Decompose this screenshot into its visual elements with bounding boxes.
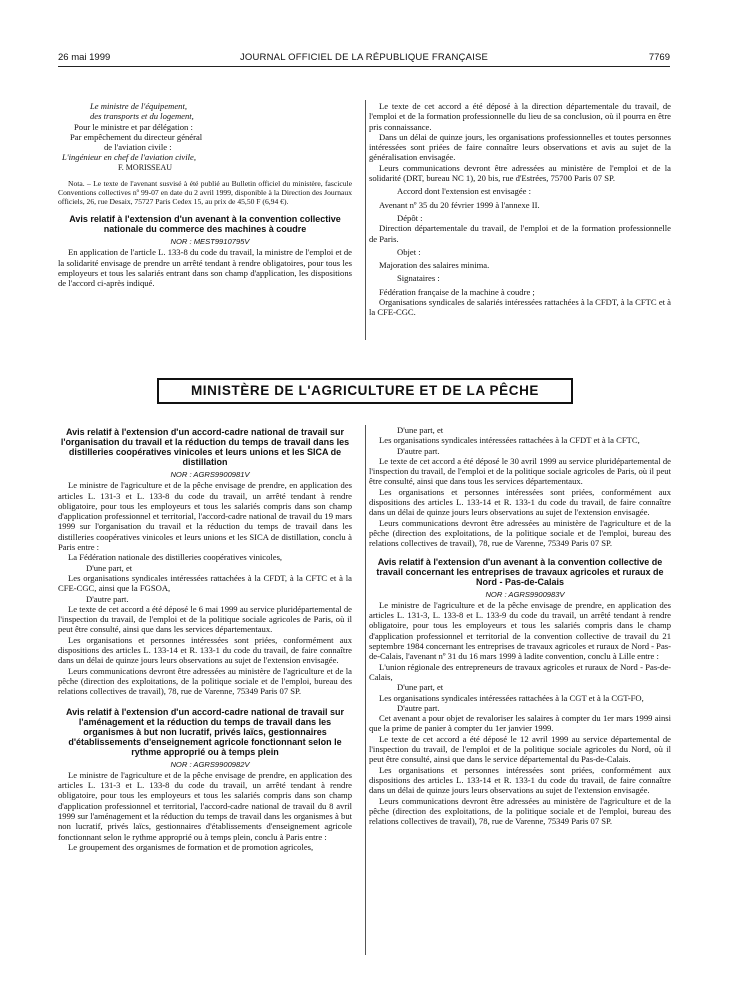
paragraph: Le texte de cet accord a été déposé à la direction départementale du travail, de l'emploi et de la formation professionnelle du lieu de sa conclusion, où il pourra en être pris connaissance. bbox=[369, 101, 671, 132]
paragraph: Les organisations syndicales intéressées rattachées à la CGT et à la CGT-FO, bbox=[379, 692, 644, 703]
nor-reference bbox=[58, 237, 352, 247]
signature-line: Par empêchement du directeur général bbox=[70, 131, 203, 142]
header-journal-title: JOURNAL OFFICIEL DE LA RÉPUBLIQUE FRANÇAISE bbox=[239, 52, 489, 63]
paragraph: Direction départementale du travail, de l'emploi et de la formation professionnelle de Paris. bbox=[369, 223, 671, 244]
paragraph: Le texte de cet accord a été déposé le 30 avril 1999 au service pluridépartemental de l'inspection du travail, de l'emploi et de la politique sociale agricoles de Paris, où il peut être consulté, ainsi que dans tous les services départementaux. bbox=[369, 455, 671, 487]
paragraph: Le ministre de l'agriculture et de la pêche envisage de prendre, en application des articles L. 131-3 et L. 133-8 du code du travail, un arrêté tendant à rendre obligatoire, pour tous les employeurs et tous les salariés compris dans son champ d'application professionnel et territorial, l'accord-cadre national de travail du 19 mars 1999 sur l'organisation du travail et la réduction du temps de travail dans les distilleries coopératives vinicoles et leurs unions et les SICA de distillation, conclu à Paris entre : bbox=[58, 480, 352, 553]
signature-line: L'ingénieur en chef de l'aviation civile, bbox=[62, 152, 196, 163]
paragraph: Les organisations et personnes intéressées sont priées, conformément aux dispositions des articles L. 133-14 et R. 133-1 du code du travail, de faire connaître dans un délai de quinze jours leurs observations au sujet de l'extension envisagée. bbox=[369, 764, 671, 796]
header-rule bbox=[58, 66, 670, 67]
paragraph: D'autre part. bbox=[86, 593, 129, 604]
column-divider-top bbox=[365, 100, 366, 340]
paragraph: Dans un délai de quinze jours, les organisations professionnelles et toutes personnes intéressées sont priées de faire connaître leurs observations et avis au sujet de la généralisation envisagée. bbox=[369, 131, 671, 163]
paragraph: D'autre part. bbox=[397, 445, 440, 456]
signature-name: F. MORISSEAU bbox=[118, 162, 173, 172]
notice-title: Avis relatif à l'extension d'un accord-cadre national de travail sur l'aménagement et la réduction du temps de travail dans les organismes à but non lucratif, privés laïcs, gestionnaires d'établissements d'enseignement agricole fonctionnant selon le rythme approprié ou à temps plein bbox=[65, 706, 345, 757]
paragraph: Le ministre de l'agriculture et de la pêche envisage de prendre, en application des articles L. 131-3, L. 133-8 et L. 133-9 du code du travail, un arrêté tendant à rendre obligatoire, pour tous les employeurs et tous les salariés compris dans le champ d'application professionnel et territorial de la convention collective de travail du 21 septembre 1984 concernant les entreprises de travaux agricoles et ruraux de Nord - Pas-de-Calais, l'avenant nº 31 du 16 mars 1999 à ladite convention, conclu à Lille entre : bbox=[369, 599, 671, 662]
paragraph: Organisations syndicales de salariés intéressées rattachées à la CFDT, à la CFTC et à la CFE-CGC. bbox=[369, 297, 671, 318]
paragraph: L'union régionale des entrepreneurs de travaux agricoles et ruraux de Nord - Pas-de-Calais, bbox=[369, 661, 671, 682]
header-date: 26 mai 1999 bbox=[58, 52, 111, 63]
signature-block bbox=[62, 101, 352, 173]
paragraph: Le texte de cet accord a été déposé le 6 mai 1999 au service pluridépartemental de l'inspection du travail, de l'emploi et de la politique sociale agricoles de Paris, où il peut être consulté, ainsi que dans les services départementaux. bbox=[58, 603, 352, 635]
paragraph: Le ministre de l'agriculture et de la pêche envisage de prendre, en application des articles L. 131-3 et L. 133-8 du code du travail, un arrêté tendant à rendre obligatoire, pour tous les employeurs et tous les salariés compris dans son champ d'application professionnel et territorial, l'accord-cadre national de travail du 8 avril 1999 sur l'aménagement et la réduction du temps de travail dans les organismes à but non lucratif, privés laïcs, gestionnaires d'établissements d'enseignement agricole fonctionnant selon le rythme approprié ou à temps plein, conclu à Paris entre : bbox=[58, 769, 352, 842]
nor-reference bbox=[58, 470, 352, 480]
column-divider-bottom bbox=[365, 425, 366, 955]
notice-title: Avis relatif à l'extension d'un accord-cadre national de travail sur l'organisation du travail et la réduction du temps de travail dans les distilleries coopératives vinicoles et leurs unions et les SICA de distillation bbox=[60, 427, 350, 467]
paragraph: En application de l'article L. 133-8 du code du travail, la ministre de l'emploi et de la solidarité envisage de prendre un arrêté tendant à rendre obligatoires, pour tous les employeurs et tous les salariés entrant dans son champ d'application, les dispositions de l'accord ci-après indiqué. bbox=[58, 247, 352, 289]
signature-line: de l'aviation civile : bbox=[104, 142, 172, 153]
section-label: Accord dont l'extension est envisagée : bbox=[397, 186, 531, 197]
nor-code: NOR : AGRS9900983V bbox=[485, 589, 565, 599]
nor-reference bbox=[369, 590, 671, 600]
section-label: Signataires : bbox=[397, 273, 440, 284]
signature-line: Le ministre de l'équipement, bbox=[90, 101, 187, 111]
signature-line: Pour le ministre et par délégation : bbox=[74, 121, 193, 132]
paragraph: Les organisations syndicales intéressées rattachées à la CFDT et à la CFTC, bbox=[379, 435, 640, 446]
nor-code: NOR : AGRS9900981V bbox=[170, 470, 250, 479]
notice-title: Avis relatif à l'extension d'un avenant à la convention collective de travail concernant les entreprises de travaux agricoles et ruraux de Nord - Pas-de-Calais bbox=[376, 556, 664, 587]
paragraph: Le groupement des organismes de formation et de promotion agricoles, bbox=[68, 841, 314, 852]
paragraph: Cet avenant a pour objet de revaloriser les salaires à compter du 1er mars 1999 ainsi que la prime de panier à compter du 1er janvier 1999. bbox=[369, 713, 671, 734]
nor-code: NOR : AGRS9900982V bbox=[170, 759, 250, 769]
paragraph: Leurs communications devront être adressées au ministère de l'agriculture et de la pêche (direction des exploitations, de la politique sociale et de l'emploi, bureau des relations collectives de travail), 78, rue de Varenne, 75349 Paris 07 SP. bbox=[369, 517, 671, 549]
paragraph: D'une part, et bbox=[397, 682, 444, 693]
nota-paragraph: Nota. – Le texte de l'avenant susvisé à été publié au Bulletin officiel du ministère, fascicule Conventions collectives nº 99-07 en date du 2 avril 1999, disponible à la Direction des Journaux officiels, 26, rue Desaix, 75727 Paris Cedex 15, au prix de 45,50 F (6,94 €). bbox=[58, 179, 352, 207]
header-page-number: 7769 bbox=[648, 52, 670, 63]
top-right-column bbox=[369, 101, 671, 318]
paragraph: Majoration des salaires minima. bbox=[379, 260, 490, 271]
bottom-right-column bbox=[369, 425, 671, 826]
bottom-left-column bbox=[58, 425, 352, 852]
paragraph: Les organisations et personnes intéressées sont priées, conformément aux dispositions des articles L. 133-14 et R. 133-1 du code du travail, de faire connaître dans un délai de quinze jours leurs observations au sujet de l'extension envisagée. bbox=[58, 634, 352, 666]
paragraph: Avenant nº 35 du 20 février 1999 à l'annexe II. bbox=[379, 199, 540, 210]
section-label: Dépôt : bbox=[397, 212, 423, 223]
paragraph: Fédération française de la machine à coudre ; bbox=[379, 286, 535, 297]
notice-title: Avis relatif à l'extension d'un avenant à la convention collective nationale du commerce des machines à coudre bbox=[69, 214, 341, 235]
nor-code: NOR : MESТ9910795V bbox=[170, 237, 250, 247]
paragraph: D'une part, et bbox=[86, 562, 133, 573]
signature-line: des transports et du logement, bbox=[90, 111, 194, 122]
paragraph: Les organisations syndicales intéressées rattachées à la CFDT, à la CFTC et à la CFE-CGC, ainsi que la FGSOA, bbox=[58, 572, 352, 594]
paragraph: Leurs communications devront être adressées au ministère de l'agriculture et de la pêche (direction des exploitations, de la politique sociale et de l'emploi, bureau des relations collectives de travail), 78, rue de Varenne, 75349 Paris 07 SP. bbox=[369, 795, 671, 827]
paragraph: Leurs communications devront être adressées au ministère de l'emploi et de la solidarité (DRT, bureau NC 1), 20 bis, rue d'Estrées, 75700 Paris 07 SP. bbox=[369, 162, 671, 184]
paragraph: Les organisations et personnes intéressées sont priées, conformément aux dispositions des articles L. 133-14 et R. 133-1 du code du travail, de faire connaître dans un délai de quinze jours leurs observations au sujet de l'extension envisagée. bbox=[369, 486, 671, 518]
paragraph: Le texte de cet accord a été déposé le 12 avril 1999 au service départemental de l'inspection du travail, de l'emploi et de la politique sociale agricoles du Nord, où il peut être consulté, ainsi que dans le service départemental du Pas-de-Calais. bbox=[369, 733, 671, 765]
paragraph: D'autre part. bbox=[397, 702, 440, 713]
paragraph: La Fédération nationale des distilleries coopératives vinicoles, bbox=[68, 552, 283, 563]
section-label: Objet : bbox=[397, 246, 421, 257]
nor-reference bbox=[58, 760, 352, 770]
page-header bbox=[58, 52, 670, 66]
paragraph: Leurs communications devront être adressées au ministère de l'agriculture et de la pêche (direction des exploitations, de la politique sociale et de l'emploi, bureau des relations collectives de travail), 78, rue de Varenne, 75349 Paris 07 SP. bbox=[58, 665, 352, 697]
paragraph: D'une part, et bbox=[397, 425, 444, 435]
ministry-banner: MINISTÈRE DE L'AGRICULTURE ET DE LA PÊCHE bbox=[157, 378, 573, 404]
top-left-column bbox=[58, 101, 352, 289]
